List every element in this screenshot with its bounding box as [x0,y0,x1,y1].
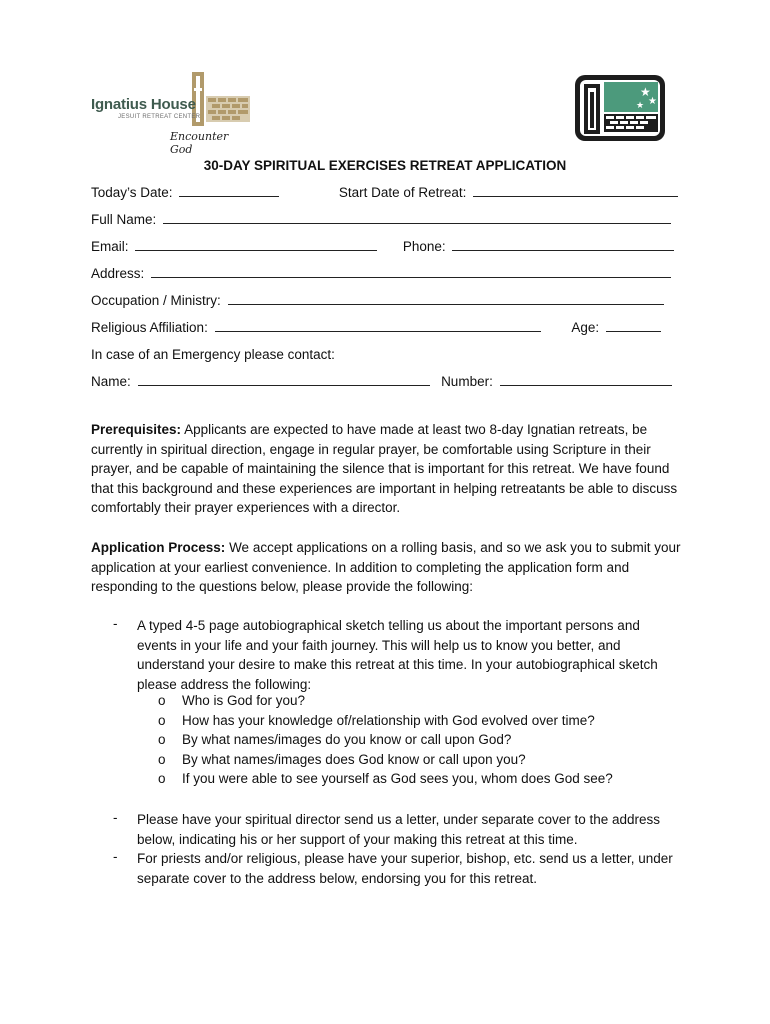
question-item: o Who is God for you? [158,693,306,708]
question-item: o How has your knowledge of/relationship with God evolved over time? [158,713,595,728]
address-label: Address: [91,266,145,281]
emergency-row [91,347,335,362]
start-date-label: Start Date of Retreat: [338,185,467,200]
full-name-label: Full Name: [91,212,157,227]
religious-field[interactable] [215,320,541,332]
retreat-badge-logo [574,74,666,142]
application-section [91,538,681,597]
application-text: We accept applications on a rolling basis, and so we ask you to submit your application at your earliest convenience. In addition to completing the application form and responding to the questions below, please provide the following: [91,540,681,594]
question-item: o If you were able to see yourself as God sees you, whom does God see? [158,771,613,786]
question-item: o By what names/images do you know or call upon God? [158,732,512,747]
occupation-label: Occupation / Ministry: [91,293,221,308]
svg-text:★: ★ [636,101,645,111]
email-field[interactable] [135,239,377,251]
emergency-label: In case of an Emergency please contact: [91,347,335,362]
full-name-field[interactable] [163,212,671,224]
svg-text:★: ★ [640,85,651,99]
emergency-name-field[interactable] [138,374,430,386]
age-field[interactable] [606,320,661,332]
bullet-marker: o [158,693,166,708]
number-label: Number: [441,374,493,389]
emergency-number-field[interactable] [500,374,672,386]
question-item: o By what names/images does God know or call upon you? [158,752,526,767]
religious-row [91,320,661,335]
date-row [91,185,678,200]
occupation-field[interactable] [228,293,664,305]
email-label: Email: [91,239,129,254]
application-heading: Application Process: [91,540,226,555]
age-label: Age: [571,320,600,335]
dash-marker: - [113,849,118,864]
ignatius-house-logo [88,68,253,156]
bullet-marker: o [158,752,166,767]
list-item: For priests and/or religious, please have your superior, bishop, etc. send us a letter, under separate cover to the address below, endorsing you for this retreat. [137,851,673,886]
contact-row [91,239,674,254]
list-item: A typed 4-5 page autobiographical sketch telling us about the important persons and events in your life and your faith journey. This will help us to know you better, and understand your desire to make this retreat at this time. In your autobiographical sketch please address the following: [137,618,658,692]
start-date-field[interactable] [473,185,678,197]
bullet-marker: o [158,732,166,747]
page-title: 30-DAY SPIRITUAL EXERCISES RETREAT APPLICATION [203,158,567,173]
list-item: Please have your spiritual director send us a letter, under separate cover to the address below, indicating his or her support of your making this retreat at this time. [137,812,661,847]
emergency-contact-row [91,374,672,389]
phone-field[interactable] [452,239,674,251]
prerequisites-heading: Prerequisites: [91,422,182,437]
prerequisites-text: Applicants are expected to have made at least two 8-day Ignatian retreats, be currently in spiritual direction, engage in regular prayer, be comfortable using Scripture in their prayer, and be capable of maintaining the silence that is important for this retreat. We have found that this background and these experiences are important in helping retreatants be able to discuss comfortably their prayer experiences with a director. [91,422,678,515]
svg-text:★: ★ [648,96,657,107]
religious-label: Religious Affiliation: [91,320,208,335]
prerequisites-section [91,420,681,518]
todays-date-label: Today’s Date: [91,185,173,200]
badge-icon [574,74,666,142]
phone-label: Phone: [402,239,446,254]
occupation-row [91,293,664,308]
org-subtitle: JESUIT RETREAT CENTER [118,114,201,120]
name-label: Name: [91,374,131,389]
bullet-marker: o [158,771,166,786]
todays-date-field[interactable] [179,185,279,197]
tagline: Encounter God [170,130,229,156]
org-name: Ignatius House [91,96,196,113]
full-name-row [91,212,671,227]
bullet-marker: o [158,713,166,728]
address-row [91,266,671,281]
dash-marker: - [113,810,118,825]
dash-marker: - [113,616,118,631]
address-field[interactable] [151,266,671,278]
